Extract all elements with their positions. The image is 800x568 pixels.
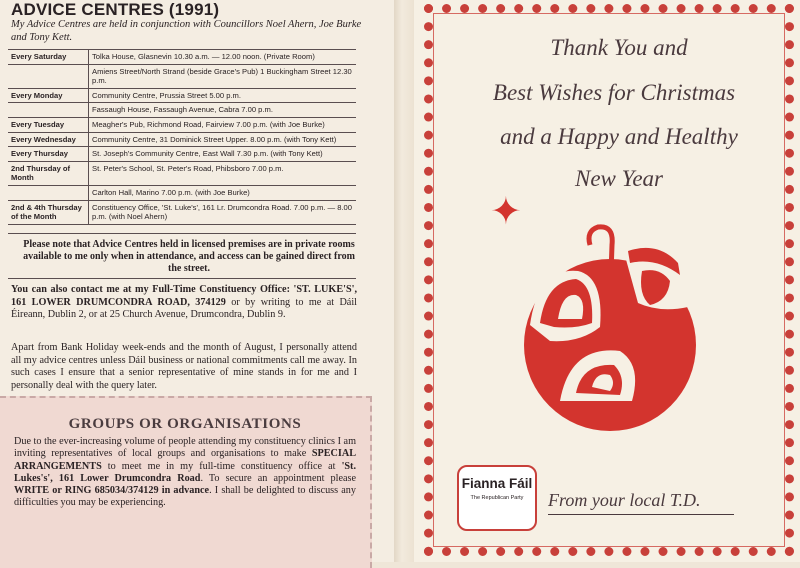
schedule-detail: Constituency Office, 'St. Luke's', 161 Lr. Drumcondra Road. 7.00 p.m. — 8.00 p.m. (with Noel Ahern) <box>89 200 357 224</box>
contact-paragraph <box>11 284 357 322</box>
from-signature: From your local T.D. <box>548 490 701 510</box>
schedule-table <box>8 49 356 225</box>
contact-rest: or by writing to me at Dáil Éireann, Dublin 2, or at 25 Church Avenue, Drumcondra, Dublin 9. <box>11 296 357 321</box>
schedule-detail: Meagher's Pub, Richmond Road, Fairview 7.00 p.m. (with Joe Burke) <box>89 117 357 132</box>
fianna-fail-logo <box>457 465 537 531</box>
contact-lead: You can also contact me at my Full-Time Constituency Office: 'ST. LUKE'S', 161 LOWER DRUMCONDRA ROAD, 374129 <box>11 284 357 308</box>
groups-text: Due to the ever-increasing volume of people attending my constituency clinics I am inviting representatives of local groups and organisations to make SPECIAL ARRANGEMENTS to meet me in my full-time constituency office at 'St. Lukes's', 161 Lower Drumcondra Road. To secure an appointment please WRITE or RING 685034/374129 in advance. I shall be delighted to discuss any difficulties you may be experiencing. <box>14 436 356 509</box>
schedule-day: Every Thursday <box>8 147 89 162</box>
schedule-row <box>8 117 356 132</box>
schedule-row <box>8 132 356 147</box>
nativity-illustration <box>510 215 710 435</box>
greeting-line: New Year <box>575 166 663 191</box>
schedule-row <box>8 161 356 185</box>
page-fold <box>394 0 414 562</box>
attendance-paragraph: Apart from Bank Holiday week-ends and the month of August, I personally attend all my advice centres unless Dáil business or national commitments call me away. In such cases I ensure that a senior representative of mine stands in for me and I personally deal with the query later. <box>11 342 357 391</box>
licensed-premises-note: Please note that Advice Centres held in licensed premises are in private rooms available to me only when in attendance, and access can be gained direct from the street. <box>23 239 355 274</box>
schedule-row <box>8 200 356 224</box>
schedule-row <box>8 88 356 103</box>
greeting-line: and a Happy and Healthy <box>500 124 738 149</box>
logo-name: Fianna Fáil <box>461 476 533 491</box>
logo-tagline: The Republican Party <box>470 495 524 501</box>
groups-title: GROUPS OR ORGANISATIONS <box>68 416 302 432</box>
divider <box>8 233 356 234</box>
schedule-detail: St. Joseph's Community Centre, East Wall 7.30 p.m. (with Tony Kett) <box>89 147 357 162</box>
schedule-row <box>8 185 356 200</box>
schedule-day: 2nd Thursday of Month <box>8 161 89 185</box>
signature-underline <box>548 514 734 515</box>
schedule-day: Every Wednesday <box>8 132 89 147</box>
schedule-day <box>8 185 89 200</box>
schedule-detail: Tolka House, Glasnevin 10.30 a.m. — 12.00 noon. (Private Room) <box>89 50 357 65</box>
divider <box>8 278 356 279</box>
schedule-row <box>8 147 356 162</box>
schedule-detail: Carlton Hall, Marino 7.00 p.m. (with Joe Burke) <box>89 185 357 200</box>
schedule-row <box>8 103 356 118</box>
greeting-line: Best Wishes for Christmas <box>492 80 736 105</box>
schedule-row <box>8 50 356 65</box>
schedule-detail: Community Centre, Prussia Street 5.00 p.m. <box>89 88 357 103</box>
schedule-day: 2nd & 4th Thursday of the Month <box>8 200 89 224</box>
schedule-day: Every Tuesday <box>8 117 89 132</box>
intro-text: My Advice Centres are held in conjunction with Councillors Noel Ahern, Joe Burke and Tony Kett. <box>11 19 362 43</box>
schedule-detail: Amiens Street/North Strand (beside Grace's Pub) 1 Buckingham Street 12.30 p.m. <box>89 64 357 88</box>
schedule-detail: Community Centre, 31 Dominick Street Upper. 8.00 p.m. (with Tony Kett) <box>89 132 357 147</box>
schedule-detail: St. Peter's School, St. Peter's Road, Phibsboro 7.00 p.m. <box>89 161 357 185</box>
schedule-day <box>8 103 89 118</box>
page-title: ADVICE CENTRES (1991) <box>11 0 220 19</box>
greeting-line: Thank You and <box>550 35 688 60</box>
schedule-day: Every Saturday <box>8 50 89 65</box>
schedule-day <box>8 64 89 88</box>
schedule-detail: Fassaugh House, Fassaugh Avenue, Cabra 7.00 p.m. <box>89 103 357 118</box>
schedule-row <box>8 64 356 88</box>
star-icon: ✦ <box>490 191 522 233</box>
schedule-day: Every Monday <box>8 88 89 103</box>
